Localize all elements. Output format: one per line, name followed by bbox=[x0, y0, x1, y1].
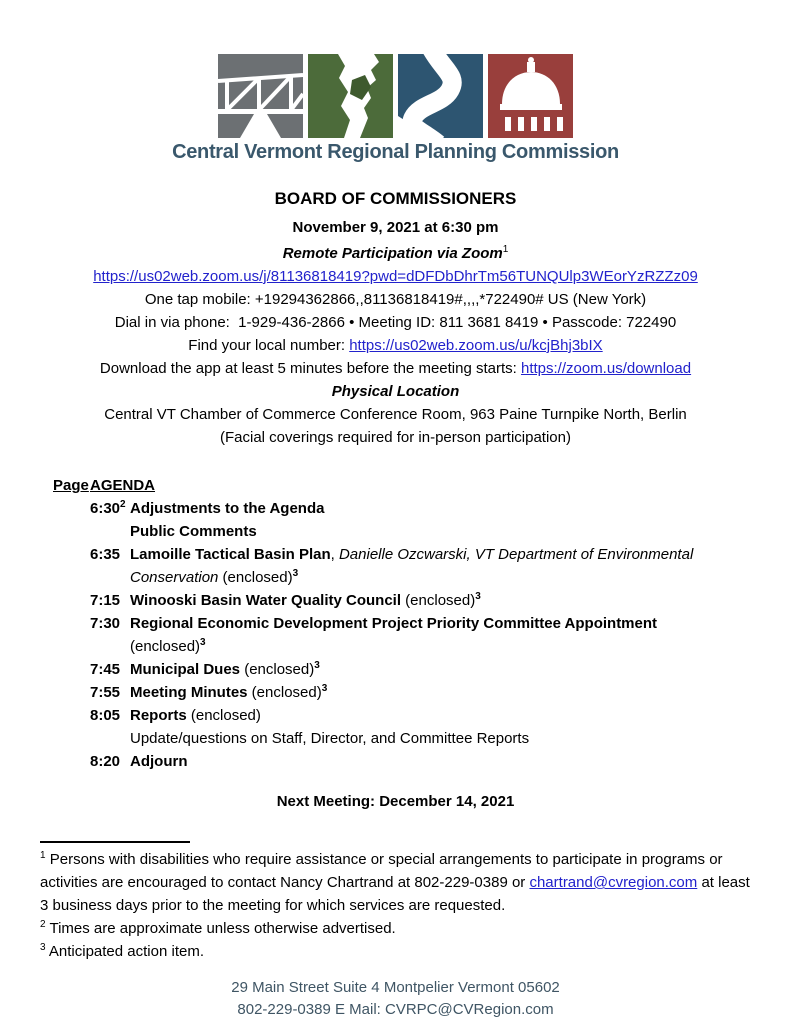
text-segment: Central VT Chamber of Commerce Conference Room, 963 Paine Turnpike North, Berlin bbox=[104, 406, 687, 423]
agenda-text bbox=[130, 497, 751, 543]
page-footer bbox=[0, 977, 791, 1021]
text-line bbox=[130, 635, 751, 658]
agenda-items bbox=[53, 497, 751, 773]
text-line bbox=[130, 681, 751, 704]
text-segment: 1 bbox=[40, 850, 46, 861]
text-segment: (enclosed) bbox=[240, 661, 315, 678]
next-meeting: Next Meeting: December 14, 2021 bbox=[276, 793, 515, 810]
text-segment: (enclosed) bbox=[218, 569, 293, 586]
text-segment: (enclosed) bbox=[401, 592, 476, 609]
text-segment: Winooski Basin Water Quality Council bbox=[130, 592, 402, 609]
text-segment: Public Comments bbox=[130, 523, 257, 540]
footer-address: 29 Main Street Suite 4 Montpelier Vermont 05602 bbox=[231, 979, 560, 996]
agenda-item bbox=[53, 704, 751, 750]
agenda-text bbox=[130, 612, 751, 658]
text-line bbox=[0, 403, 791, 426]
text-line bbox=[0, 357, 791, 380]
text-segment: Meeting Minutes bbox=[130, 684, 248, 701]
agenda-time: 6:35 bbox=[90, 546, 121, 563]
text-segment: Lamoille Tactical Basin Plan bbox=[130, 546, 331, 563]
zoom-download-link[interactable]: https://zoom.us/download bbox=[520, 360, 692, 377]
vermont-map-icon bbox=[308, 54, 393, 138]
local-number-link[interactable]: https://us02web.zoom.us/u/kcjBhj3bIX bbox=[349, 337, 603, 354]
text-line bbox=[130, 589, 751, 612]
agenda-text bbox=[130, 658, 751, 681]
text-segment: Times are approximate unless otherwise advertised. bbox=[45, 920, 396, 937]
text-segment: Regional Economic Development Project Priority Committee Appointment bbox=[130, 615, 658, 632]
agenda-section bbox=[53, 474, 751, 773]
text-line bbox=[0, 426, 791, 449]
footer-contact: 802-229-0389 E Mail: CVRPC@CVRegion.com bbox=[237, 1001, 554, 1018]
text-segment: Persons with disabilities who require assistance or special arrangements to participate in programs or activities are encouraged to contact Nancy Chartrand at 802-229-0389 or bbox=[40, 851, 727, 891]
agenda-item bbox=[53, 543, 751, 589]
text-segment: Anticipated action item. bbox=[45, 943, 204, 960]
text-line bbox=[0, 334, 791, 357]
text-line bbox=[0, 265, 791, 288]
text-line bbox=[0, 311, 791, 334]
text-segment: Update/questions on Staff, Director, and Committee Reports bbox=[130, 730, 530, 747]
agenda-text bbox=[130, 543, 751, 589]
text-segment: One tap mobile: +19294362866,,81136818419#,,,,*722490# US (New York) bbox=[144, 291, 647, 308]
text-line bbox=[130, 566, 751, 589]
text-line bbox=[130, 612, 751, 635]
text-segment: Danielle Ozcwarski, VT Department of Environmental bbox=[338, 546, 694, 563]
river-icon bbox=[398, 54, 483, 138]
agenda-text bbox=[130, 704, 751, 750]
meeting-datetime: November 9, 2021 at 6:30 pm bbox=[292, 219, 499, 236]
agenda-time: 7:30 bbox=[90, 615, 121, 632]
page-title: BOARD OF COMMISSIONERS bbox=[274, 189, 517, 208]
text-line bbox=[130, 658, 751, 681]
text-segment: , bbox=[330, 546, 339, 563]
text-segment: Remote Participation via Zoom bbox=[282, 245, 503, 262]
footnote-separator bbox=[40, 841, 190, 843]
text-segment: Find your local number: bbox=[188, 337, 350, 354]
text-segment: 1 bbox=[502, 244, 509, 255]
email-link[interactable]: chartrand@cvregion.com bbox=[529, 874, 698, 891]
text-line bbox=[130, 750, 751, 773]
footnotes bbox=[40, 848, 757, 963]
logo-tiles bbox=[0, 54, 791, 138]
agenda-item bbox=[53, 589, 751, 612]
text-line bbox=[0, 380, 791, 403]
text-segment: (enclosed) bbox=[130, 638, 201, 655]
text-segment: Physical Location bbox=[331, 383, 460, 400]
text-line bbox=[130, 497, 751, 520]
page-column-label: Page bbox=[53, 477, 89, 494]
agenda-time: 8:05 bbox=[90, 707, 121, 724]
agenda-item bbox=[53, 658, 751, 681]
meeting-info-block bbox=[0, 242, 791, 449]
agenda-time: 7:15 bbox=[90, 592, 121, 609]
bridge-icon bbox=[218, 54, 303, 138]
text-line bbox=[0, 242, 791, 265]
text-segment: 3 bbox=[292, 568, 299, 579]
text-line bbox=[40, 848, 757, 917]
agenda-item bbox=[53, 497, 751, 543]
text-line bbox=[130, 543, 751, 566]
text-segment: 3 bbox=[475, 591, 481, 602]
logo bbox=[0, 0, 791, 164]
text-line bbox=[0, 288, 791, 311]
agenda-item bbox=[53, 750, 751, 773]
agenda-item bbox=[53, 681, 751, 704]
text-line bbox=[130, 520, 751, 543]
agenda-time: 8:20 bbox=[90, 753, 121, 770]
text-segment: Municipal Dues bbox=[130, 661, 241, 678]
text-segment: Adjustments to the Agenda bbox=[130, 500, 325, 517]
text-segment: 3 bbox=[321, 683, 328, 694]
text-segment: 3 bbox=[40, 942, 46, 953]
text-segment: Adjourn bbox=[130, 753, 188, 770]
agenda-text bbox=[130, 750, 751, 773]
footnote-marker: 2 bbox=[120, 499, 126, 510]
agenda-time: 7:45 bbox=[90, 661, 121, 678]
text-segment: Reports bbox=[130, 707, 187, 724]
agenda-header bbox=[53, 474, 751, 497]
agenda-time: $6:30^2$ bbox=[90, 499, 126, 517]
text-line bbox=[40, 917, 757, 940]
text-segment: (enclosed) bbox=[186, 707, 261, 724]
logo-wordmark: Central Vermont Regional Planning Commission bbox=[172, 141, 619, 163]
text-segment: at least 3 business days prior to the meeting for which services are requested. bbox=[40, 874, 754, 914]
text-line bbox=[40, 940, 757, 963]
agenda-text bbox=[130, 589, 751, 612]
agenda-text bbox=[130, 681, 751, 704]
text-segment: Download the app at least 5 minutes before the meeting starts: bbox=[99, 360, 521, 377]
text-segment: Conservation bbox=[130, 569, 219, 586]
capitol-dome-icon bbox=[488, 54, 573, 138]
text-segment: 3 bbox=[314, 660, 320, 671]
text-line bbox=[130, 704, 751, 727]
text-segment: 3 bbox=[200, 637, 206, 648]
agenda-time: 7:55 bbox=[90, 684, 121, 701]
text-segment: Dial in via phone: 1-929-436-2866 • Meeting ID: 811 3681 8419 • Passcode: 722490 bbox=[114, 314, 677, 331]
agenda-item bbox=[53, 612, 751, 658]
text-segment: (enclosed) bbox=[247, 684, 322, 701]
text-segment: 2 bbox=[40, 919, 46, 930]
text-segment: (Facial coverings required for in-person participation) bbox=[220, 429, 571, 446]
text-line bbox=[130, 727, 751, 750]
agenda-heading: AGENDA bbox=[90, 477, 156, 494]
zoom-meeting-link[interactable]: https://us02web.zoom.us/j/81136818419?pwd=dDFDbDhrTm56TUNQUlp3WEorYzRZZz09 bbox=[93, 268, 698, 285]
